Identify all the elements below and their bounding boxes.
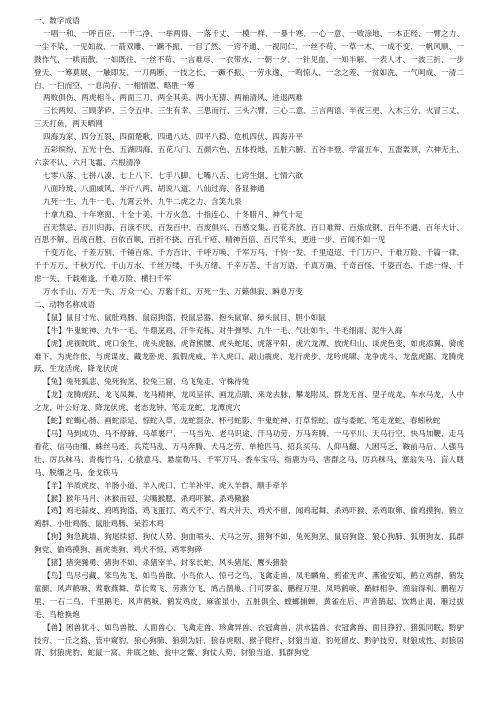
idiom-paragraph-seven: 七零八落、七拼八凑、七上八下、七手八脚、七嘴八舌、七窍生烟、七情六欲 — [43, 170, 303, 180]
idiom-paragraph-three: 三长两短、三顾茅庐、三令五申、三生有幸、三思而行、三头六臂、三心二意、三言两语、半夜三更、入木三分、火冒三丈、三天打鱼，两天晒网 — [34, 106, 464, 129]
section-numeric-idioms — [34, 15, 464, 299]
idiom-paragraph-two: 两败俱伤、两虎相斗、两面三刀、两全其美、两小无猜、两袖清风、进退两难 — [43, 93, 303, 103]
idiom-paragraph-ten: 十拿九稳、十年寒窗、十全十美、十万火急、十指连心、十冬腊月、神气十足 — [43, 209, 303, 219]
idiom-paragraph-rat: 【鼠】鼠目寸光、鼠肚鸡肠、鼠窃狗盗、投鼠忌器、抱头鼠窜、獐头鼠目、胆小如鼠 — [43, 312, 326, 322]
idiom-paragraph-four: 四海为家、四分五裂、四面楚歌、四通八达、四平八稳、危机四伏、四海升平 — [43, 132, 303, 142]
section-heading: 二、动物名称成语 — [34, 299, 96, 309]
idiom-paragraph-nine: 九死一生、九牛一毛、九霄云外、九牛二虎之力、含笑九泉 — [43, 196, 242, 206]
idiom-paragraph-snake: 【蛇】蛇蝎心肠、画蛇添足、惊蛇入草、龙蛇混杂、杯弓蛇影、牛鬼蛇神、打草惊蛇、虚与委蛇、笔走龙蛇、春蚓秋蛇 — [43, 416, 441, 426]
idiom-paragraph-rabbit: 【兔】兔死狐悲、兔死狗烹、狡兔三窟、乌飞兔走、守株待兔 — [43, 377, 250, 387]
idiom-paragraph-tiger: 【虎】虎视眈眈、虎口余生、虎头虎脑、虎背熊腰、虎头蛇尾、虎落平阳、虎穴龙潭、放虎归山、谈虎色变、如虎添翼、骑虎难下、为虎作伥、与虎谋皮、藏龙卧虎、狐假虎威、羊入虎口、敲山震虎、龙行虎步、龙吟虎啸、龙争虎斗、龙盘虎踞、龙腾虎跃、生龙活虎、降龙伏虎 — [34, 338, 464, 374]
idiom-paragraph-dragon: 【龙】龙腾虎跃、龙飞凤舞、龙马精神、龙凤呈祥、画龙点睛、来龙去脉、攀龙附凤、群龙无首、望子成龙、车水马龙、人中之龙、叶公好龙、降龙伏虎、老态龙钟、笔走龙蛇、龙潭虎穴 — [34, 390, 464, 413]
idiom-paragraph-sheep: 【羊】羊质虎皮、羊肠小道、羊入虎口、亡羊补牢、虎入羊群、顺手牵羊 — [43, 480, 288, 490]
idiom-paragraph-thousand: 千变万化、千差万别、千锤百炼、千方百计、千呼万唤、千军万马、千钧一发、千里迢迢、千门万户、千难万险、千篇一律、千千万万、千秋万代、千山万水、千丝万缕、千头万绪、千辛万苦、千言万语、千真万确、千奇百怪、千姿百态、千虑一得、千虑一失、千载难逢、千难万险、横扫千军 — [34, 248, 464, 284]
idiom-paragraph-bird: 【鸟】鸟尽弓藏、笨鸟先飞、如鸟兽散、小鸟依人、惊弓之鸟、飞禽走兽、凤毛麟角、鸦雀无声、燕雀安知、鹤立鸡群、鹤发童颜、风声鹤唳、莺歌燕舞、草长莺飞、劳燕分飞、鸠占鹊巢、门可罗雀、鹏程万里、凤鸣鹤唳、鹬蚌相争、渔翁得利、鹏程万里、一石二鸟、千里鹅毛、风声鹤唳、鹤发鸡皮、麻雀虽小，五脏俱全、螳螂捕蝉，黄雀在后、声音鹊起、饮鸩止渴、雁过拔毛、鸟枪换炮 — [34, 570, 464, 619]
idiom-paragraph-beast: 【兽】困兽犹斗、如鸟兽散、人面兽心、飞禽走兽、珍禽异兽、衣冠禽兽、洪水猛兽、衣冠禽兽、面目狰狞、猪狐同眠、黔驴技穷、一丘之貉、管中窥豹、狼心狗肺、狼狈为奸、狼吞虎咽、猴子爬杆、豺狼当道、豹死留皮、黔驴技穷、财狼成性、封狼居胥、豺狼虎豹、蛇鼠一窝、井底之蛙、瓮中之鳖、狗仗人势、豺狼当道、狐群狗党 — [34, 622, 464, 658]
idiom-paragraph-pig: 【猪】猪突豨勇、猪狗不如、杀猪宰羊、封豕长蛇、风头猪尾、鹰头猪脸 — [43, 558, 288, 568]
idiom-paragraph-rooster: 【鸡】鸡毛蒜皮、鸡鸣狗盗、鸡飞蛋打、鸡犬不宁、鸡犬升天、鸡犬不留、闻鸡起舞、杀鸡吓猴、杀鸡取卵、偷鸡摸狗、鹤立鸡群、小肚鸡肠、鼠肚鸡肠、呆若木鸡 — [34, 506, 464, 529]
idiom-paragraph-dog: 【狗】狗急跳墙、狗尾续貂、狗仗人势、狗血喷头、犬马之劳、猪狗不如、兔死狗烹、鼠窃狗盗、狼心狗肺、狐朋狗友、狐群狗党、偷鸡摸狗、画虎类狗、鸡犬不惊、鸡零狗碎 — [34, 532, 464, 555]
idiom-paragraph-one: 一唱一和、一呼百应、一干二净、一举两得、一落千丈、一模一样、一暴十寒、一心一意、一败涂地、一本正经、一臂之力、一尘不染、一见如故、一箭双雕、一蹶不振、一目了然、一窍不通、一视同仁、一丝不苟、一草一木、一成不变、一帆风顺、一鼓作气、一哄而散、一如既往、一丝不苟、一言难尽、一衣带水、一朝一夕、一针见血、一知半解、一表人才、一波三折、一步登天、一筹莫展、一触即发、一刀两断、一技之长、一蹶不振、一劳永逸、一鸣惊人、一念之差、一贫如洗、一气呵成、一清二白、一扫而空、一息尚存、一相情愿、略胜一筹 — [34, 28, 464, 90]
section-animal-idioms — [34, 299, 464, 660]
idiom-paragraph-horse: 【马】马到成功、马不停蹄、马革裹尸、一马当先、老马识途、汗马功劳、万马奔腾、一马平川、天马行空、快马加鞭、走马看花、信马由缰、蛛丝马迹、兵荒马乱、万马奔腾、犬马之劳、单枪匹马、招兵买马、人仰马翻、人困马乏、鞍前马后、人强马壮、厉兵秣马、青梅竹马、心猿意马、悬崖勒马、千军万马、香车宝马、指鹿为马、害群之马、厉兵秣马、塞翁失马、盲人瞎马、脱缰之马、金戈铁马 — [34, 429, 464, 477]
idiom-paragraph-hundred: 百无禁忌、百川归海、百读不厌、百发百中、百废俱兴、百感交集、百花齐放、百口难辩、百炼成钢、百年不遇、百年大计、百思不解、百战百胜、百依百顺、百折不挠、百孔千疮、精神百倍、百尺竿头，更进一步、百闻不如一见 — [34, 222, 464, 245]
idiom-paragraph-monkey: 【猴】猴年马月、沐猴而冠、尖嘴猴腮、杀鸡吓猴、杀鸡儆猴 — [43, 493, 250, 503]
idiom-paragraph-ten-thousand: 万水千山、万无一失、万众一心、万紫千红、万死一生、万籁俱寂、瞬息万变 — [43, 287, 303, 297]
document-body — [34, 15, 464, 660]
idiom-paragraph-eight: 八面玲珑、八面威风、半斤八两、胡说八道、八仙过海、各显神通 — [43, 183, 265, 193]
idiom-paragraph-five: 五彩缤纷、五光十色、五湖四海、五花八门、五颜六色、五体投地、五脏六腑、五谷丰登、学富五车、五雷轰顶、六神无主、六亲不认、六月飞霜、六根清净 — [34, 145, 464, 167]
section-heading: 一、数字成语 — [34, 16, 80, 25]
idiom-paragraph-ox: 【牛】牛鬼蛇神、九牛一毛、牛鼎烹鸡、汗牛充栋、对牛弹琴、九牛一毛、气壮如牛、牛毛细雨、泥牛入海 — [43, 325, 403, 335]
